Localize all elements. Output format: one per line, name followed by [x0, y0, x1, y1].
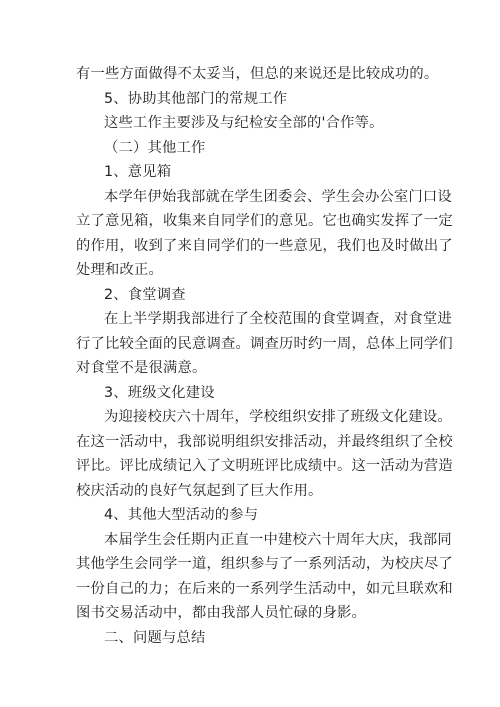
section-heading: （二）其他工作	[104, 139, 206, 156]
section-heading: 4、其他大型活动的参与	[104, 507, 259, 523]
paragraph-line: 图书交易活动中，都由我部人员忙碌的身影。	[76, 605, 366, 621]
paragraph-line: 其他学生会同学一道，组织参与了一系列活动，为校庆尽了	[76, 556, 453, 572]
paragraph-line: 在上半学期我部进行了全校范围的食堂调查，对食堂进	[104, 311, 452, 327]
paragraph-line: 本学年伊始我部就在学生团委会、学生会办公室门口设	[104, 188, 452, 205]
paragraph-line: 本届学生会任期内正直一中建校六十周年大庆，我部同	[104, 531, 452, 548]
paragraph-line: 在这一活动中，我部说明组织安排活动，并最终组织了全校	[76, 433, 453, 450]
paragraph-line: 校庆活动的良好气氛起到了巨大作用。	[76, 482, 323, 499]
section-heading: 3、班级文化建设	[104, 384, 215, 401]
paragraph-line: 的作用，收到了来自同学们的一些意见，我们也及时做出了	[76, 237, 453, 254]
paragraph-line: 这些工作主要涉及与纪检安全部的'合作等。	[104, 115, 384, 131]
paragraph-line: 一份自己的力；在后来的一系列学生活动中，如元旦联欢和	[76, 580, 453, 597]
paragraph-line: 行了比较全面的民意调查。调查历时约一周，总体上同学们	[76, 335, 453, 352]
paragraph-line: 对食堂不是很满意。	[76, 360, 207, 376]
section-heading: 2、食堂调查	[104, 286, 186, 303]
section-heading: 二、问题与总结	[104, 629, 206, 646]
section-heading: 5、协助其他部门的常规工作	[104, 90, 288, 107]
paragraph-line: 有一些方面做得不太妥当，但总的来说还是比较成功的。	[76, 66, 439, 82]
section-heading: 1、意见箱	[104, 164, 172, 180]
paragraph-line: 为迎接校庆六十周年，学校组织安排了班级文化建设。	[104, 409, 452, 425]
paragraph-line: 立了意见箱，收集来自同学们的意见。它也确实发挥了一定	[76, 213, 453, 229]
paragraph-line: 处理和改正。	[76, 262, 163, 278]
paragraph-line: 评比。评比成绩记入了文明班评比成绩中。这一活动为营造	[76, 458, 453, 474]
